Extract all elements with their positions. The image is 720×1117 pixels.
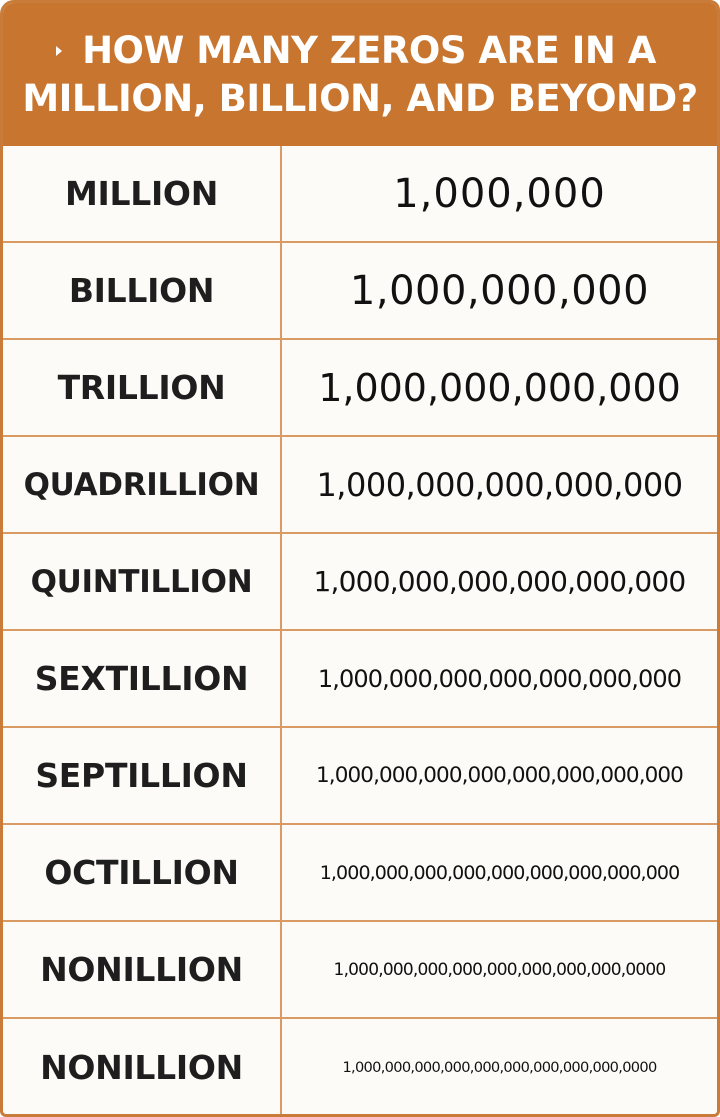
- header-banner: [3, 3, 717, 146]
- bullet-icon: [56, 46, 62, 56]
- number-value: 1,000,000,000,000,000,000,000,000,000,0000: [342, 1059, 657, 1076]
- number-name: NONILLION: [3, 922, 282, 1017]
- number-value: 1,000,000,000,000,000,000,000,000: [316, 763, 683, 788]
- number-name: OCTILLION: [3, 825, 282, 920]
- title-line-1-text: HOW MANY ZEROS ARE IN A: [82, 28, 656, 72]
- number-value: 1,000,000: [393, 170, 606, 217]
- table-row: [3, 825, 717, 922]
- number-name: BILLION: [3, 243, 282, 338]
- number-value: 1,000,000,000: [349, 267, 650, 314]
- number-value: 1,000,000,000,000,000,000,000,000,000: [319, 861, 680, 884]
- number-name: QUINTILLION: [3, 534, 282, 629]
- number-name: SEPTILLION: [3, 728, 282, 823]
- number-name: NONILLION: [3, 1019, 282, 1116]
- title-line-1: [64, 27, 656, 75]
- table-row: [3, 146, 717, 243]
- table-row: [3, 1019, 717, 1116]
- number-name: MILLION: [3, 146, 282, 241]
- zeros-table: [3, 146, 717, 1116]
- table-row: [3, 243, 717, 340]
- table-row: [3, 534, 717, 631]
- table-row: [3, 340, 717, 437]
- number-value: 1,000,000,000,000,000: [316, 465, 683, 504]
- number-value: 1,000,000,000,000: [318, 365, 681, 410]
- table-row: [3, 437, 717, 534]
- number-value: 1,000,000,000,000,000,000: [313, 565, 686, 598]
- number-name: TRILLION: [3, 340, 282, 435]
- table-row: [3, 728, 717, 825]
- table-row: [3, 922, 717, 1019]
- number-name: QUADRILLION: [3, 437, 282, 532]
- number-name: SEXTILLION: [3, 631, 282, 726]
- title-line-2: MILLION, BILLION, AND BEYOND?: [22, 76, 698, 120]
- number-value: 1,000,000,000,000,000,000,000,000,0000: [333, 959, 666, 980]
- number-value: 1,000,000,000,000,000,000,000: [317, 664, 682, 693]
- table-row: [3, 631, 717, 728]
